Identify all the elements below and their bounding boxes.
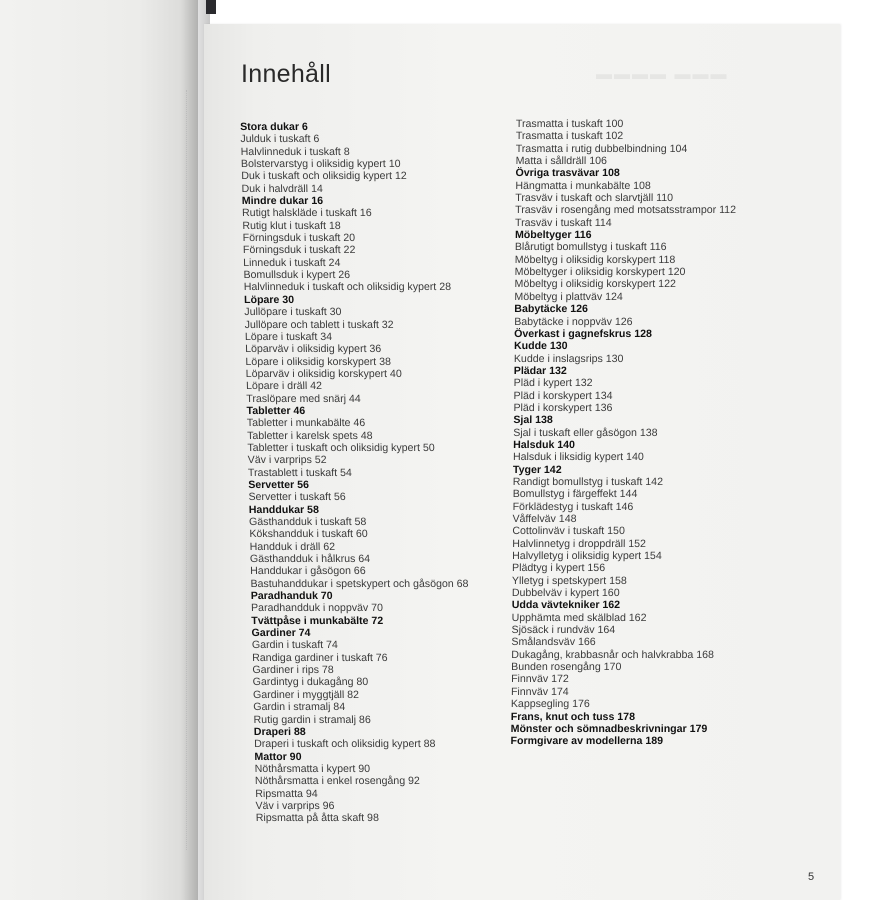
toc-entry: Julduk i tuskaft 6 <box>240 133 320 146</box>
toc-entry: Gästhandduk i tuskaft 58 <box>248 516 367 528</box>
toc-entry: Blårutigt bomullstyg i tuskaft 116 <box>514 241 667 254</box>
book-cover-edge <box>206 0 216 14</box>
toc-entry: Upphämta med skälblad 162 <box>511 611 647 624</box>
toc-section-heading: Mattor 90 <box>254 750 302 763</box>
toc-entry: Trasmatta i tuskaft 100 <box>515 118 624 130</box>
toc-entry: Väv i varprips 96 <box>255 799 335 812</box>
binding-stitching <box>186 90 187 850</box>
toc-entry: Gardin i stramalj 84 <box>253 701 346 714</box>
show-through-text: ▬▬▬▬ ▬▬▬ <box>596 66 729 83</box>
toc-section-heading: Tvättpåse i munkabälte 72 <box>251 614 384 627</box>
toc-entry: Trasväv i rosengång med motsatsstrampor 112 <box>515 204 737 217</box>
toc-entry: Pläd i korskypert 136 <box>513 401 613 414</box>
toc-entry: Rutig klut i tuskaft 18 <box>242 219 341 232</box>
toc-entry: Duk i halvdräll 14 <box>241 182 323 195</box>
toc-entry: Gardiner i myggtjäll 82 <box>252 688 360 701</box>
toc-section-heading: Babytäcke 126 <box>514 303 589 316</box>
toc-section-heading: Servetter 56 <box>248 478 310 491</box>
toc-section-heading: Draperi 88 <box>253 725 306 738</box>
toc-section-heading: Sjal 138 <box>513 414 553 427</box>
toc-section-heading: Plädar 132 <box>513 364 567 377</box>
toc-entry: Trastablett i tuskaft 54 <box>247 466 352 479</box>
toc-entry: Möbeltyg i oliksidig korskypert 118 <box>514 253 676 266</box>
toc-section-heading: Övriga trasvävar 108 <box>515 167 620 180</box>
toc-section-heading: Överkast i gagnefskrus 128 <box>514 327 652 340</box>
toc-entry: Halvlinneduk i tuskaft 8 <box>240 145 350 158</box>
toc-section-heading: Mönster och sömnadbeskrivningar 179 <box>510 722 708 735</box>
toc-entry: Handdukar i gåsögon 66 <box>250 565 366 578</box>
toc-entry: Pläd i kypert 132 <box>513 377 593 390</box>
toc-entry: Förningsduk i tuskaft 20 <box>242 232 356 245</box>
toc-entry: Babytäcke i noppväv 126 <box>514 315 633 328</box>
toc-section-heading: Paradhanduk 70 <box>250 590 333 603</box>
toc-entry: Förklädestyg i tuskaft 146 <box>512 500 634 513</box>
toc-entry: Servetter i tuskaft 56 <box>248 491 346 504</box>
toc-entry: Kappsegling 176 <box>510 698 590 711</box>
toc-entry: Trasväv i tuskaft och slarvtjäll 110 <box>515 192 674 205</box>
toc-entry: Tabletter i tuskaft och oliksidig kypert 50 <box>247 441 435 454</box>
toc-section-heading: Gardiner 74 <box>251 627 311 640</box>
toc-entry: Linneduk i tuskaft 24 <box>243 256 341 269</box>
toc-entry: Löpare i tuskaft 34 <box>244 330 333 343</box>
toc-entry: Jullöpare i tuskaft 30 <box>244 306 342 319</box>
toc-section-heading: Löpare 30 <box>243 293 295 306</box>
left-page <box>0 0 198 900</box>
toc-entry: Dukagång, krabbasnår och halvkrabba 168 <box>511 648 714 661</box>
toc-entry: Sjal i tuskaft eller gåsögon 138 <box>513 426 658 439</box>
page-title: Innehåll <box>241 60 331 88</box>
toc-entry: Handduk i dräll 62 <box>249 540 336 553</box>
toc-entry: Löpare i oliksidig korskypert 38 <box>245 355 392 368</box>
toc-entry: Duk i tuskaft och oliksidig kypert 12 <box>241 170 407 183</box>
toc-section-heading: Formgivare av modellerna 189 <box>510 735 664 748</box>
toc-entry: Jullöpare och tablett i tuskaft 32 <box>244 318 394 331</box>
toc-section-heading: Halsduk 140 <box>513 438 576 451</box>
toc-entry: Plädtyg i kypert 156 <box>512 562 606 575</box>
toc-entry: Rutigt halskläde i tuskaft 16 <box>241 207 372 220</box>
toc-entry: Tabletter i karelsk spets 48 <box>247 429 373 442</box>
toc-entry: Halvylletyg i oliksidig kypert 154 <box>512 550 662 563</box>
toc-entry: Tabletter i munkabälte 46 <box>246 417 366 430</box>
toc-entry: Bomullstyg i färgeffekt 144 <box>512 488 638 501</box>
toc-entry: Draperi i tuskaft och oliksidig kypert 88 <box>254 738 436 751</box>
page-number: 5 <box>808 871 815 883</box>
toc-column-2 <box>511 118 737 748</box>
toc-entry: Gardintyg i dukagång 80 <box>252 676 369 689</box>
toc-entry: Nöthårsmatta i kypert 90 <box>254 762 371 775</box>
toc-entry: Löpare i dräll 42 <box>245 380 323 393</box>
toc-entry: Förningsduk i tuskaft 22 <box>242 244 356 257</box>
toc-section-heading: Kudde 130 <box>513 340 568 353</box>
toc-entry: Ripsmatta på åtta skaft 98 <box>255 812 380 825</box>
toc-section-heading: Handdukar 58 <box>248 503 320 516</box>
toc-section-heading: Tabletter 46 <box>246 404 306 417</box>
toc-entry: Väv i varprips 52 <box>247 454 327 467</box>
toc-entry: Traslöpare med snärj 44 <box>246 392 361 405</box>
toc-entry: Nöthårsmatta i enkel rosengång 92 <box>254 775 421 788</box>
toc-entry: Finnväv 174 <box>510 685 569 698</box>
toc-column-1 <box>240 121 474 825</box>
toc-entry: Möbeltyg i oliksidig korskypert 122 <box>514 278 676 291</box>
toc-entry: Paradhandduk i noppväv 70 <box>250 602 384 615</box>
toc-entry: Kudde i inslagsrips 130 <box>513 352 624 365</box>
toc-entry: Bastuhanddukar i spetskypert och gåsögon 68 <box>250 577 469 590</box>
toc-entry: Ylletyg i spetskypert 158 <box>511 574 627 587</box>
toc-entry: Finnväv 172 <box>511 673 569 686</box>
toc-entry: Halvlinnetyg i droppdräll 152 <box>512 537 647 550</box>
toc-entry: Våffelväv 148 <box>512 513 577 525</box>
toc-entry: Bunden rosengång 170 <box>511 661 622 674</box>
toc-entry: Kökshandduk i tuskaft 60 <box>249 528 368 541</box>
toc-entry: Bolstervarstyg i oliksidig kypert 10 <box>240 158 401 171</box>
toc-section-heading: Tyger 142 <box>512 463 562 476</box>
toc-entry: Gardiner i rips 78 <box>252 664 334 677</box>
toc-entry: Randigt bomullstyg i tuskaft 142 <box>512 475 664 488</box>
toc-entry: Trasväv i tuskaft 114 <box>515 216 612 229</box>
toc-entry: Gardin i tuskaft 74 <box>251 639 339 652</box>
toc-entry: Löparväv i oliksidig korskypert 40 <box>245 367 402 380</box>
toc-section-heading: Udda vävtekniker 162 <box>511 599 621 612</box>
toc-section-heading: Frans, knut och tuss 178 <box>510 710 636 723</box>
toc-entry: Cottolinväv i tuskaft 150 <box>512 525 625 538</box>
toc-entry: Halsduk i liksidig kypert 140 <box>512 451 644 464</box>
toc-entry: Hängmatta i munkabälte 108 <box>515 179 651 192</box>
toc-entry: Trasmatta i rutig dubbelbindning 104 <box>515 142 688 155</box>
toc-section-heading: Stora dukar 6 <box>240 121 308 133</box>
toc-entry: Ripsmatta 94 <box>255 787 318 800</box>
toc-section-heading: Mindre dukar 16 <box>241 195 324 208</box>
toc-entry: Trasmatta i tuskaft 102 <box>515 130 624 143</box>
toc-entry: Randiga gardiner i tuskaft 76 <box>252 651 388 664</box>
toc-entry: Bomullsduk i kypert 26 <box>243 269 351 282</box>
toc-entry: Gästhandduk i hålkrus 64 <box>249 553 371 566</box>
toc-entry: Halvlinneduk i tuskaft och oliksidig kypert 28 <box>243 281 452 294</box>
toc-entry: Löparväv i oliksidig kypert 36 <box>245 343 382 356</box>
toc-entry: Pläd i korskypert 134 <box>513 389 613 402</box>
toc-entry: Dubbelväv i kypert 160 <box>511 587 620 600</box>
toc-entry: Smålandsväv 166 <box>511 636 596 649</box>
toc-entry: Matta i sålldräll 106 <box>515 155 607 168</box>
toc-entry: Rutig gardin i stramalj 86 <box>253 713 371 726</box>
toc-entry: Möbeltyg i plattväv 124 <box>514 290 623 303</box>
toc-entry: Sjösäck i rundväv 164 <box>511 624 616 637</box>
toc-entry: Möbeltyger i oliksidig korskypert 120 <box>514 266 686 279</box>
toc-section-heading: Möbeltyger 116 <box>514 229 592 242</box>
